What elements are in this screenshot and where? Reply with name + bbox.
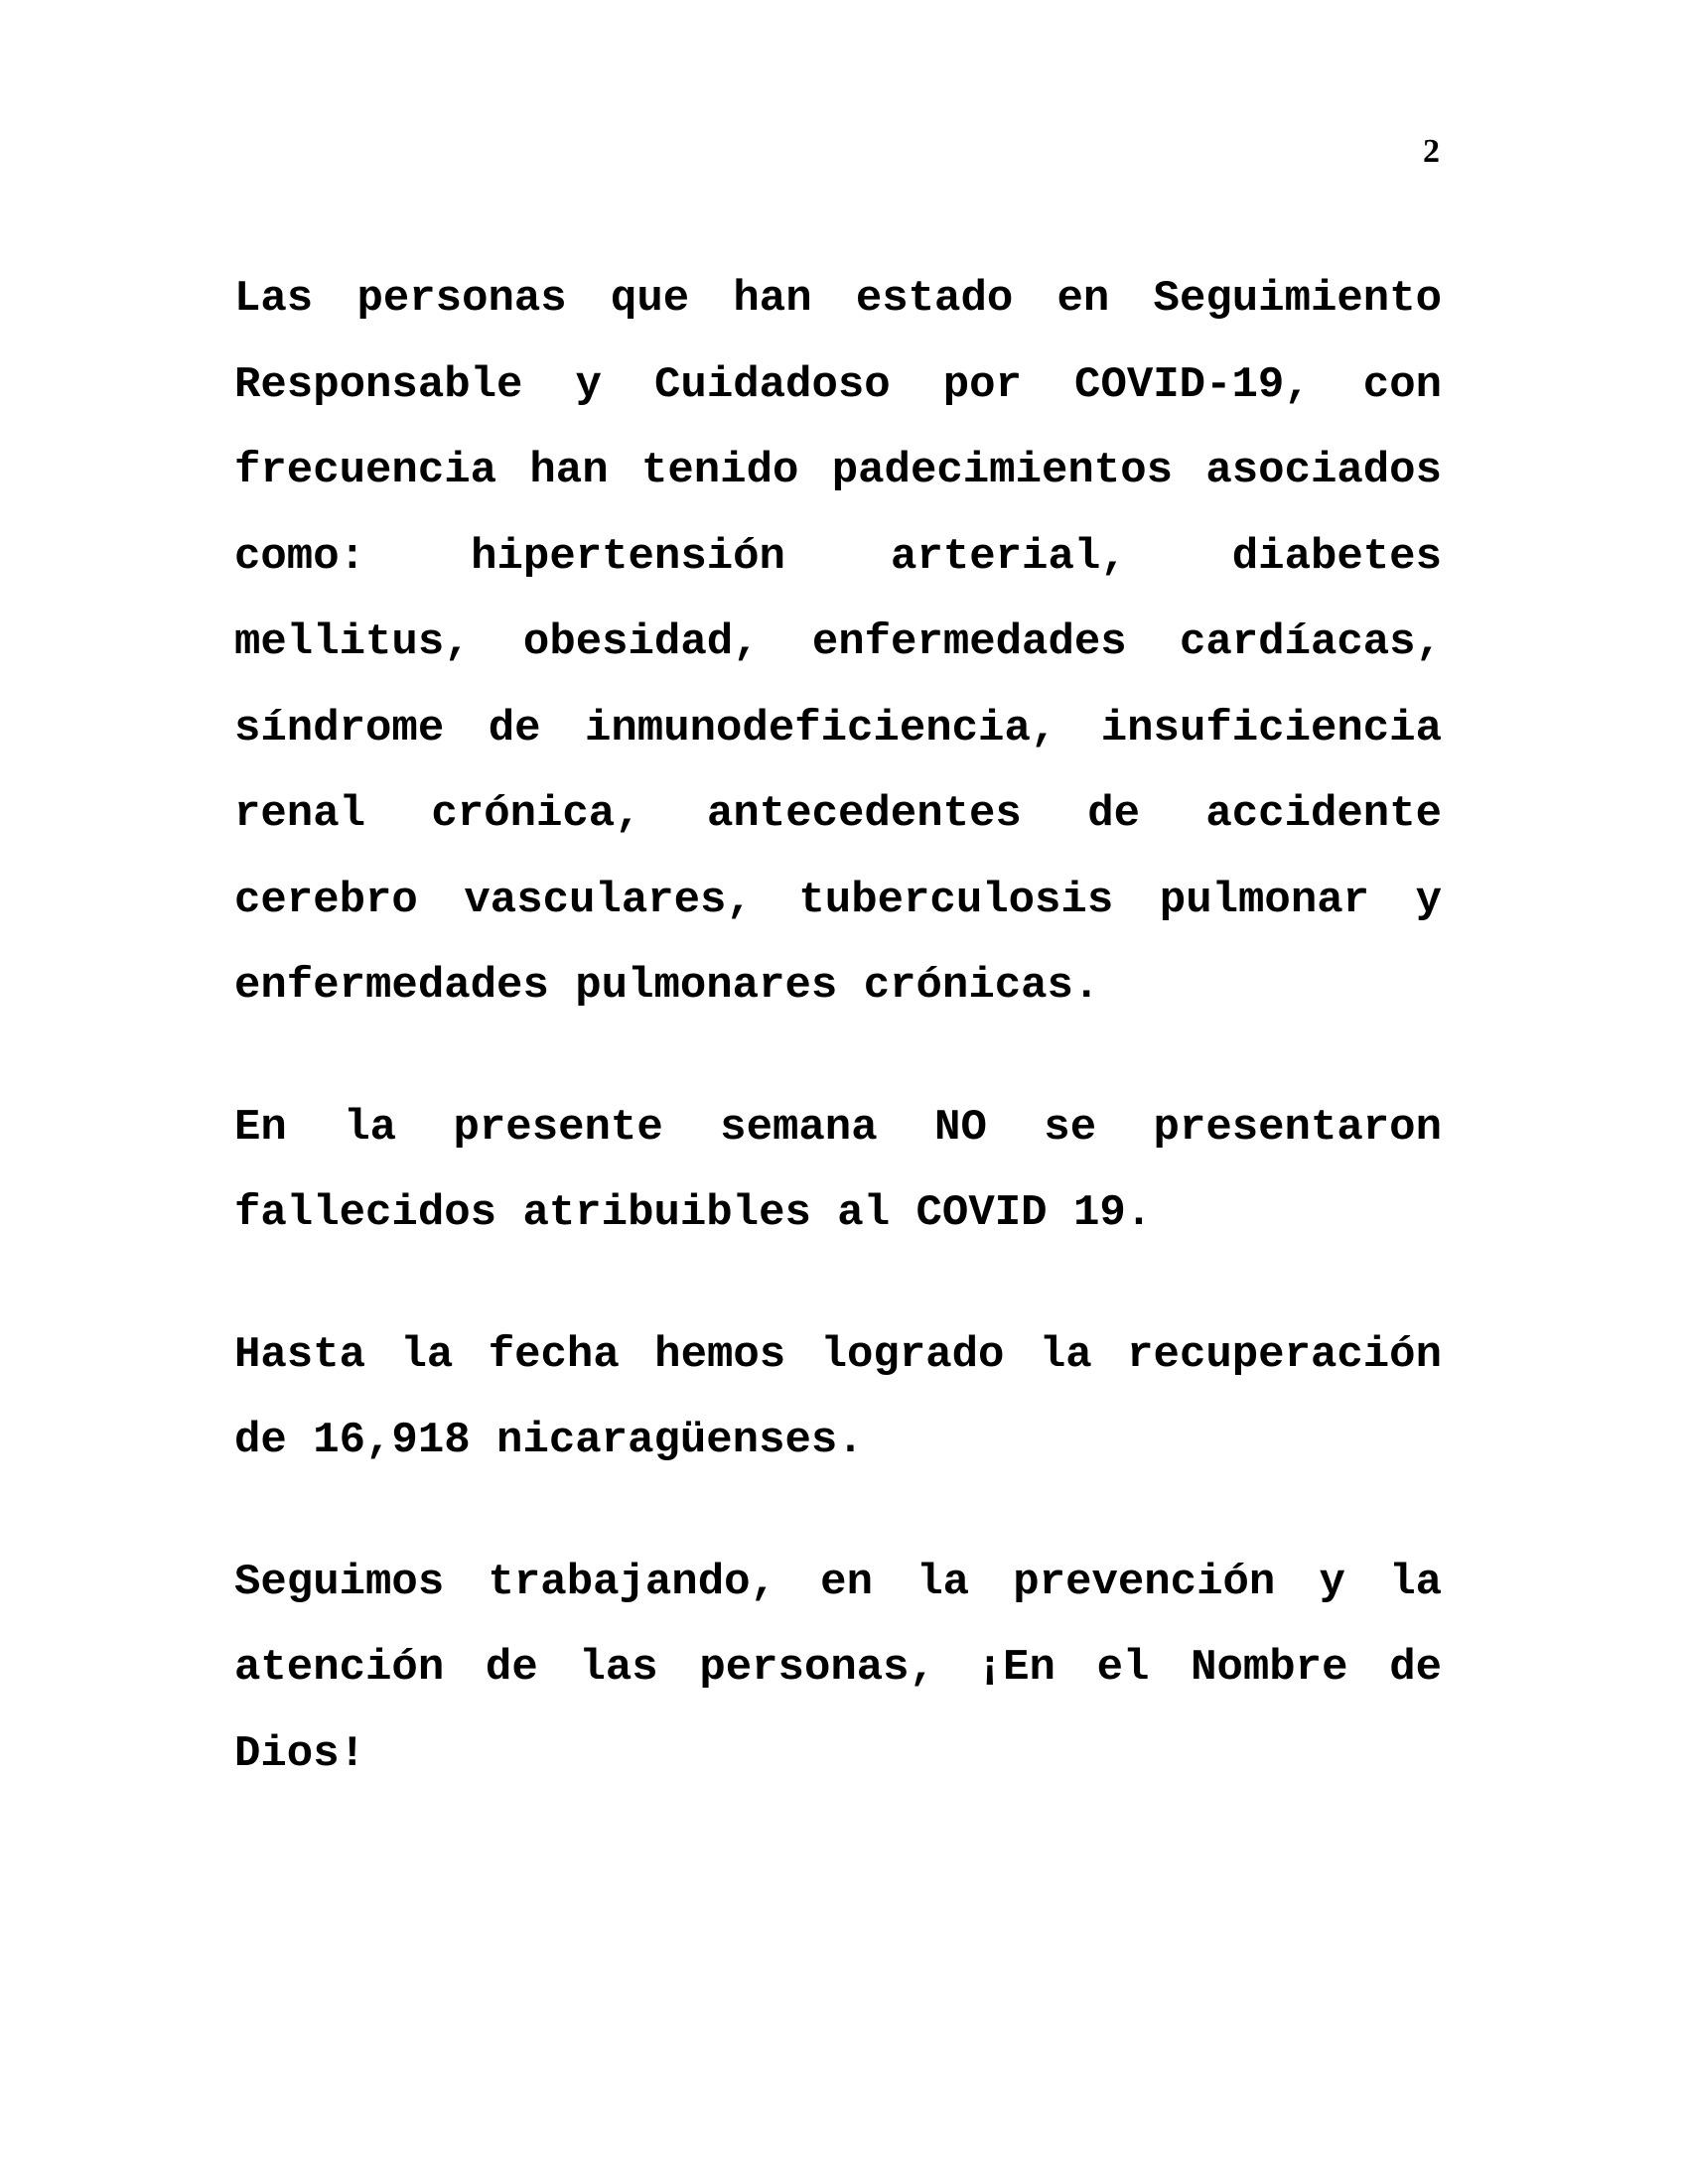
paragraph-recoveries: Hasta la fecha hemos logrado la recuperación de 16,918 nicaragüenses. [234,1329,1442,1465]
paragraph-comorbidities: Las personas que han estado en Seguimiento Responsable y Cuidadoso por COVID-19, con frecuencia han tenido padecimientos asociados como: hipertensión arterial, diabetes mellitus, obesidad, enfermedades cardíacas, síndrome de inmunodeficiencia, insuficiencia renal crónica, antecedentes de accidente cerebro vasculares, tuberculosis pulmonar y enfermedades pulmonares crónicas. [234,274,1442,1011]
paragraph-deaths: En la presente semana NO se presentaron fallecidos atribuibles al COVID 19. [234,1102,1442,1238]
document-body [234,256,1442,1797]
page-number: 2 [1423,133,1440,170]
paragraph-closing: Seguimos trabajando, en la prevención y la atención de las personas, ¡En el Nombre de Dios! [234,1557,1442,1779]
